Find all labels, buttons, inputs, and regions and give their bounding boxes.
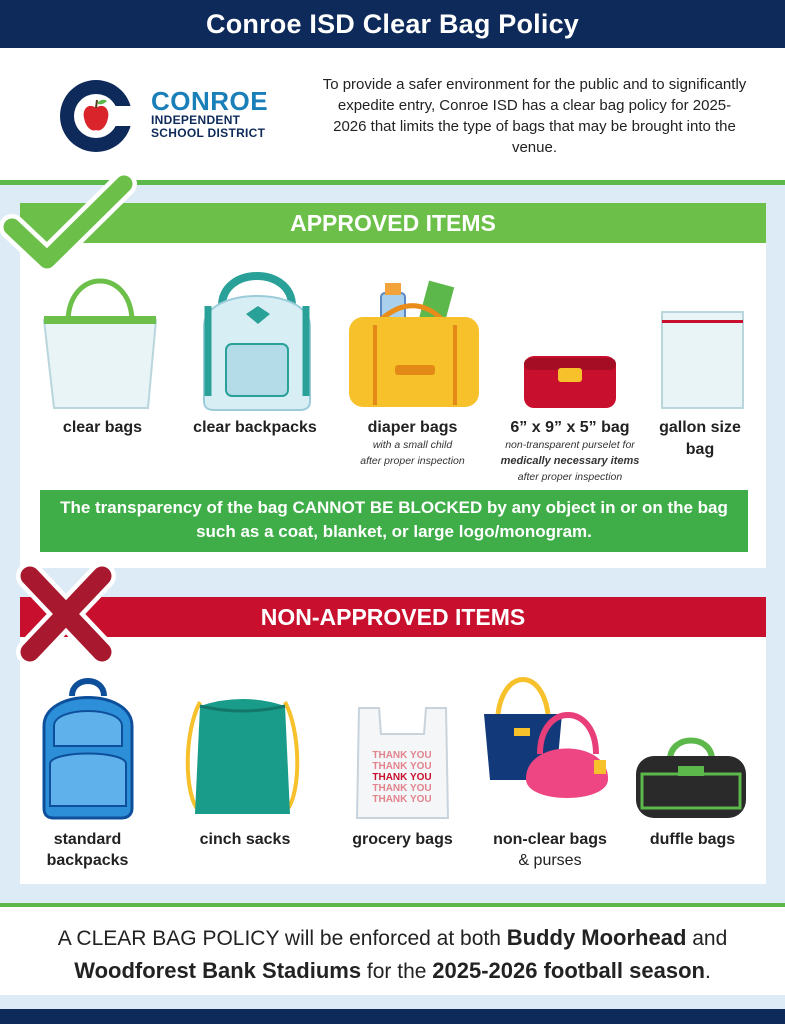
gallon-bag-icon <box>660 310 745 410</box>
bag-print-5: THANK YOU <box>372 794 432 805</box>
footer-venue-1: Buddy Moorhead <box>506 925 687 950</box>
item-label-non-clear-2: & purses <box>518 852 582 869</box>
item-note-purselet-3: after proper inspection <box>517 471 623 483</box>
item-note-diaper-1: with a small child <box>372 439 453 451</box>
standard-backpack-icon <box>38 676 138 821</box>
diaper-bag-icon <box>345 275 485 410</box>
checkmark-icon <box>2 172 132 272</box>
item-label-standard-backpacks-2: backpacks <box>46 852 129 869</box>
footer-text-2: and <box>686 927 728 950</box>
non-approved-heading: NON-APPROVED ITEMS <box>20 597 766 637</box>
grocery-bag-icon <box>355 698 450 820</box>
item-label-cinch-sacks: cinch sacks <box>199 831 291 848</box>
item-label-gallon-1: gallon size <box>659 419 741 436</box>
item-label-clear-bags: clear bags <box>62 419 143 436</box>
item-label-non-clear-1: non-clear bags <box>493 831 607 848</box>
small-purselet-icon <box>520 352 620 412</box>
clear-bag-icon <box>40 258 160 413</box>
item-label-diaper-bags: diaper bags <box>367 419 458 436</box>
duffle-bag-icon <box>632 730 750 822</box>
conroe-isd-logo <box>58 78 138 158</box>
notice-post: by any object in or on the bag such as a coat, blanket, or large logo/monogram. <box>196 498 728 541</box>
bag-print-1: THANK YOU <box>372 750 432 761</box>
bag-print-4: THANK YOU <box>372 783 432 794</box>
logo-text <box>151 88 268 140</box>
item-label-standard-backpacks-1: standard <box>53 831 122 848</box>
non-clear-purse-icon <box>478 668 623 820</box>
item-label-purselet: 6” x 9” x 5” bag <box>510 419 630 436</box>
notice-bold: CANNOT BE BLOCKED <box>292 498 483 517</box>
logo-name: CONROE <box>151 86 269 116</box>
item-note-purselet-2: medically necessary items <box>500 455 640 467</box>
logo-line1: INDEPENDENT <box>151 113 241 127</box>
item-label-gallon-2: bag <box>685 441 715 458</box>
item-label-duffle-bags: duffle bags <box>649 831 736 848</box>
item-note-purselet-1: non-transparent purselet for <box>505 439 635 451</box>
footer-text-1: A CLEAR BAG POLICY will be enforced at both <box>57 927 507 950</box>
footer-text-4: . <box>704 960 711 983</box>
footer-divider <box>0 903 785 907</box>
footer-text-3: for the <box>361 960 433 983</box>
bag-print-3: THANK YOU <box>372 772 432 783</box>
footer-statement <box>0 922 785 988</box>
x-mark-icon <box>16 562 116 667</box>
intro-paragraph: To provide a safer environment for the public and to significantly expedite entry, Conroe ISD has a clear bag policy for 2025-2026 that limits the type of bags that may be brought into the venue. <box>322 76 747 156</box>
logo-line2: SCHOOL DISTRICT <box>151 126 266 140</box>
transparency-notice <box>40 490 748 552</box>
bag-print-2: THANK YOU <box>372 761 432 772</box>
footer-band <box>0 995 785 1009</box>
page-title: Conroe ISD Clear Bag Policy <box>0 0 785 48</box>
footer-bar <box>0 1009 785 1024</box>
notice-pre: The transparency of the bag <box>60 498 293 517</box>
item-label-clear-backpacks: clear backpacks <box>193 419 317 436</box>
cinch-sack-icon <box>180 692 305 820</box>
item-label-grocery-bags: grocery bags <box>352 831 453 848</box>
item-note-diaper-2: after proper inspection <box>360 455 465 467</box>
footer-venue-2: Woodforest Bank Stadiums <box>74 958 362 983</box>
approved-heading: APPROVED ITEMS <box>20 203 766 243</box>
footer-season: 2025-2026 football season <box>432 958 705 983</box>
clear-backpack-icon <box>200 266 315 411</box>
